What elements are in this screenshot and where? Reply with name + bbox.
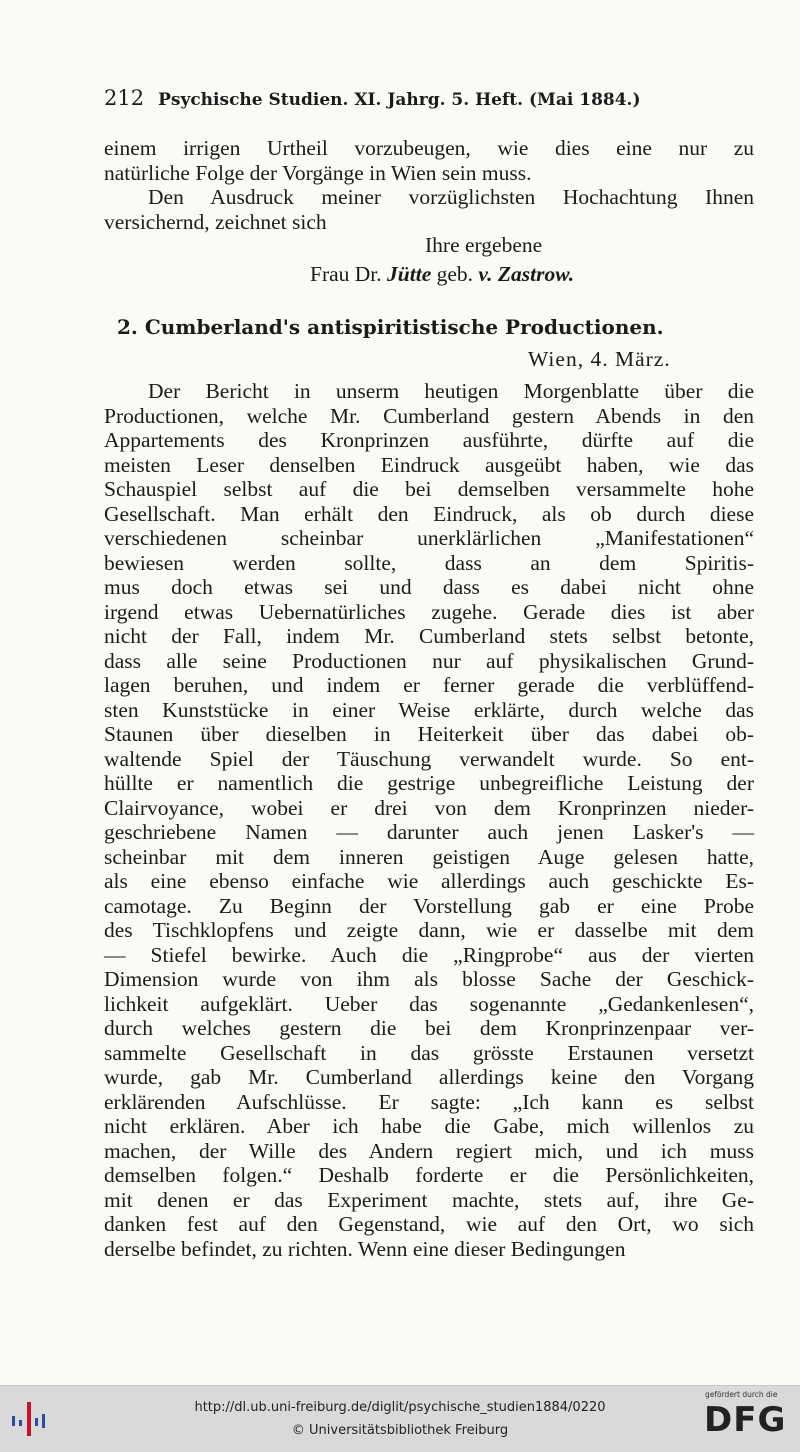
text-line: camotage. Zu Beginn der Vorstellung gab er eine Probe — [104, 893, 754, 918]
dateline: Wien, 4. März. — [528, 347, 671, 371]
text-line: dass alle seine Productionen nur auf physikalischen Grund- — [104, 648, 754, 673]
text-line: danken fest auf den Gegenstand, wie auf den Ort, wo sich — [104, 1212, 754, 1236]
text-line: meisten Leser denselben Eindruck ausgeübt haben, wie das — [104, 452, 754, 477]
text-line: Appartements des Kronprinzen ausführte, dürfte auf die — [104, 428, 754, 452]
text-line: sten Kunststücke in einer Weise erklärte, durch welche das — [104, 697, 754, 722]
letter-closing: Ihre ergebene — [425, 233, 543, 257]
text-line: geschriebene Namen — darunter auch jenen Lasker's — — [104, 820, 754, 844]
text-line: wurde, gab Mr. Cumberland allerdings keine den Vorgang — [104, 1065, 754, 1089]
signature-mid: geb. — [436, 262, 474, 286]
intro-paragraph — [104, 136, 754, 234]
text-line: hüllte er namentlich die gestrige unbegreifliche Leistung der — [104, 771, 754, 795]
text-line: — Stiefel bewirke. Auch die „Ringprobe“ aus der vierten — [104, 942, 754, 967]
section-heading: 2. Cumberland's antispiritistische Productionen. — [117, 315, 664, 339]
text-line: versichernd, zeichnet sich — [104, 209, 327, 234]
dfg-logo: DFG — [704, 1400, 787, 1440]
text-line: des Tischklopfens und zeigte dann, wie er dasselbe mit dem — [104, 918, 754, 942]
copyright-notice: © Universitätsbibliothek Freiburg — [291, 1423, 509, 1438]
text-line: Der Bericht in unserm heutigen Morgenblatte über die — [148, 379, 754, 403]
text-line: Staunen über dieselben in Heiterkeit über das dabei ob- — [104, 722, 754, 746]
document-url[interactable]: http://dl.ub.uni-freiburg.de/diglit/psychische_studien1884/0220 — [194, 1400, 606, 1415]
text-line: durch welches gestern die bei dem Kronprinzenpaar ver- — [104, 1016, 754, 1040]
text-line: lagen beruhen, und indem er ferner gerade die verblüffend- — [104, 673, 754, 697]
text-line: verschiedenen scheinbar unerklärlichen „Manifestationen“ — [104, 526, 754, 550]
signature-prefix: Frau Dr. — [310, 262, 382, 286]
text-line: Gesellschaft. Man erhält den Eindruck, als ob durch diese — [104, 501, 754, 526]
text-line: nicht der Fall, indem Mr. Cumberland stets selbst betonte, — [104, 624, 754, 648]
text-line: scheinbar mit dem inneren geistigen Auge gelesen hatte, — [104, 844, 754, 869]
text-line: derselbe befindet, zu richten. Wenn eine dieser Bedingungen — [104, 1236, 626, 1261]
text-line: Productionen, welche Mr. Cumberland gestern Abends in den — [104, 403, 754, 428]
text-line: sammelte Gesellschaft in das grösste Erstaunen versetzt — [104, 1040, 754, 1065]
text-line: als eine ebenso einfache wie allerdings auch geschickte Es- — [104, 869, 754, 893]
text-line: natürliche Folge der Vorgänge in Wien sein muss. — [104, 160, 532, 185]
text-line: bewiesen werden sollte, dass an dem Spiritis- — [104, 550, 754, 575]
text-line: mit denen er das Experiment machte, stets auf, ihre Ge- — [104, 1187, 754, 1212]
signature-name-2: v. Zastrow. — [478, 262, 575, 286]
text-line: einem irrigen Urtheil vorzubeugen, wie dies eine nur zu — [104, 136, 754, 160]
viewer-footer — [0, 1385, 800, 1452]
text-line: mus doch etwas sei und dass es dabei nicht ohne — [104, 575, 754, 599]
letter-signature — [310, 262, 574, 287]
text-line: lichkeit aufgeklärt. Ueber das sogenannte „Gedankenlesen“, — [104, 991, 754, 1016]
page-number: 212 — [104, 86, 145, 110]
text-line: Dimension wurde von ihm als blosse Sache der Geschick- — [104, 967, 754, 991]
text-line: irgend etwas Uebernatürliches zugehe. Gerade dies ist aber — [104, 599, 754, 624]
text-line: Clairvoyance, wobei er drei von dem Kronprinzen nieder- — [104, 795, 754, 820]
text-line: Schauspiel selbst auf die bei demselben versammelte hohe — [104, 477, 754, 501]
text-line: erklärenden Aufschlüsse. Er sagte: „Ich kann es selbst — [104, 1089, 754, 1114]
text-line: machen, der Wille des Andern regiert mich, und ich muss — [104, 1138, 754, 1163]
running-header — [104, 86, 754, 110]
running-title: Psychische Studien. XI. Jahrg. 5. Heft. (Mai 1884.) — [158, 90, 641, 110]
funding-note: gefördert durch die — [705, 1390, 778, 1399]
text-line: waltende Spiel der Täuschung verwandelt wurde. So ent- — [104, 746, 754, 771]
signature-name-1: Jütte — [387, 262, 432, 286]
text-line: Den Ausdruck meiner vorzüglichsten Hochachtung Ihnen — [148, 185, 754, 209]
text-line: nicht erklären. Aber ich habe die Gabe, mich willenlos zu — [104, 1114, 754, 1138]
text-line: demselben folgen.“ Deshalb forderte er die Persönlichkeiten, — [104, 1163, 754, 1187]
article-body — [104, 379, 754, 1261]
